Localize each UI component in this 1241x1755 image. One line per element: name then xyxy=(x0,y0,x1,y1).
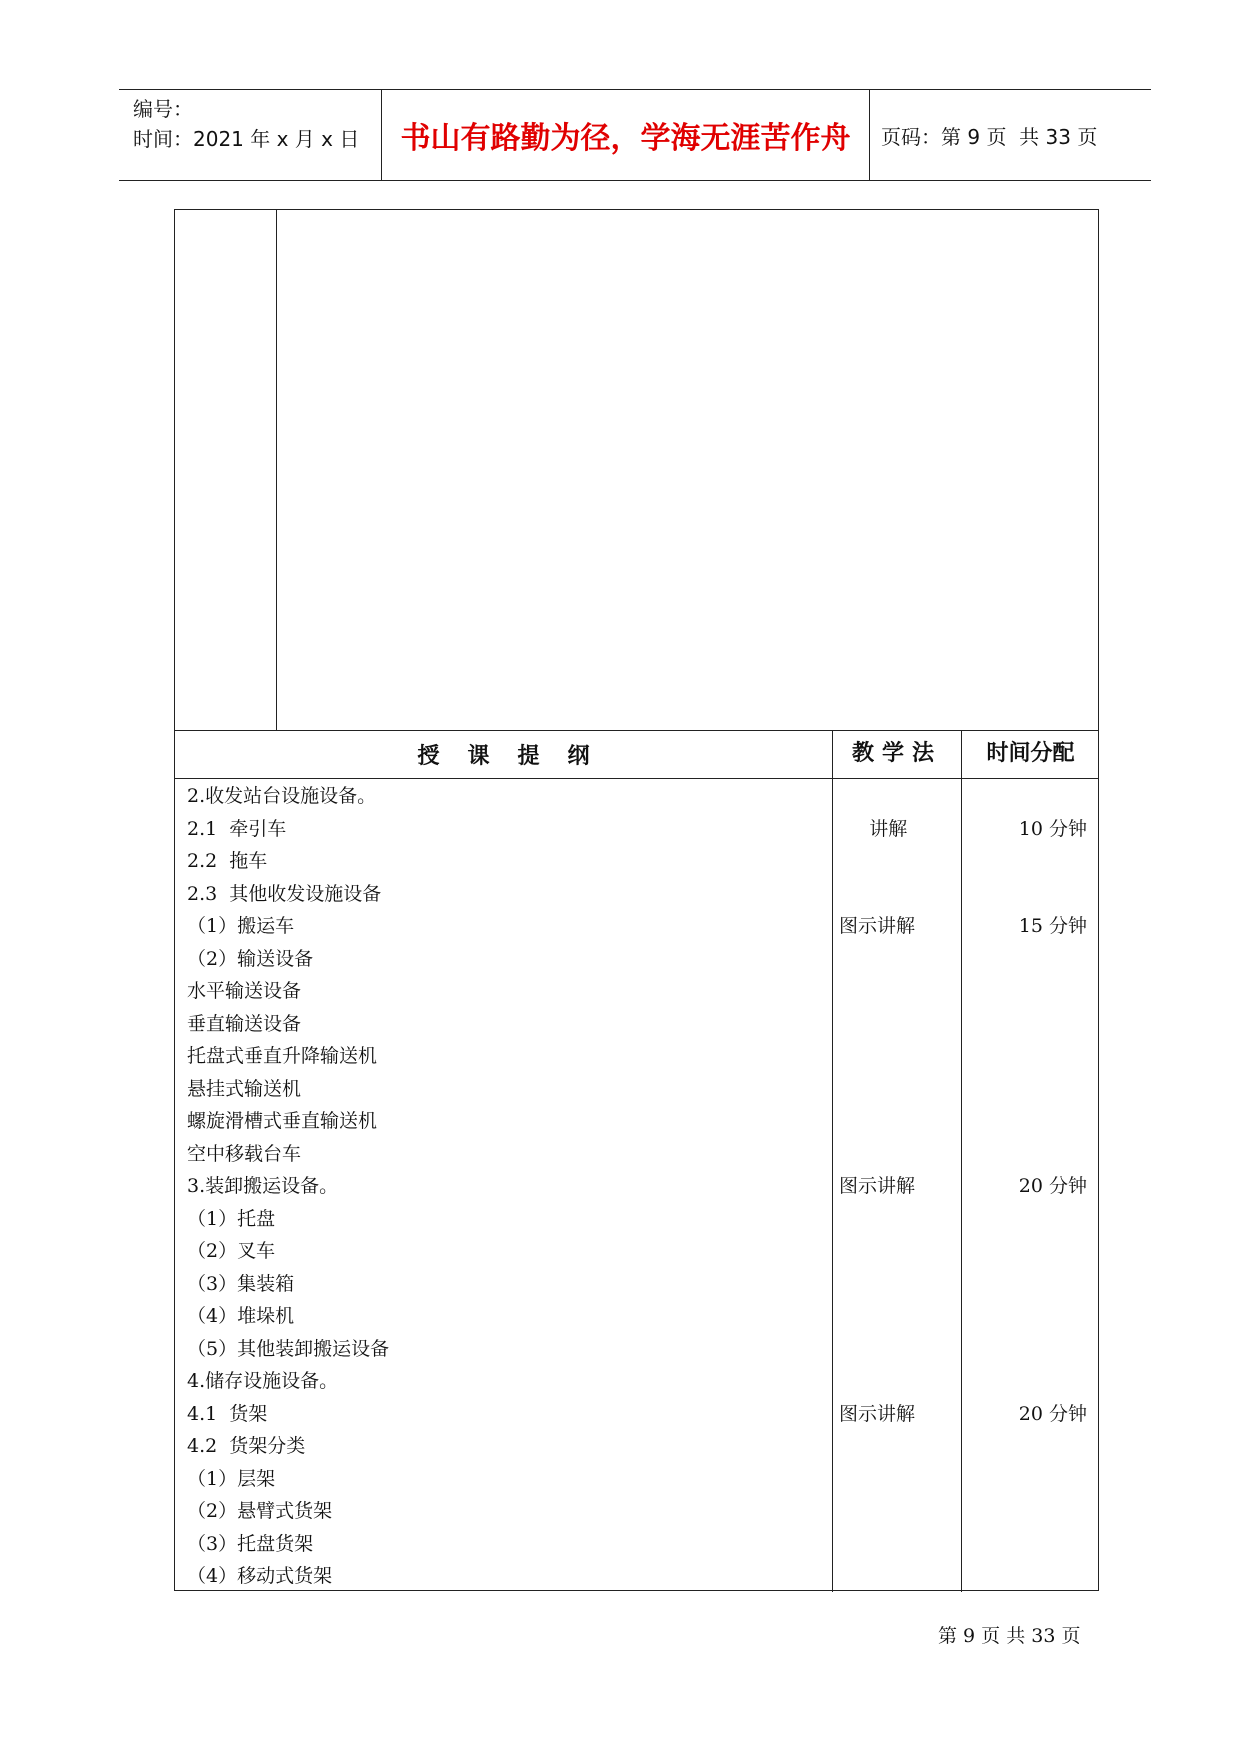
outline-item: （2）悬臂式货架 xyxy=(187,1500,333,1522)
table-row xyxy=(175,910,1098,943)
page-footer: 第 9 页 共 33 页 xyxy=(938,1625,1081,1647)
table-divider xyxy=(175,778,1098,779)
table-row xyxy=(175,1463,1098,1496)
table-row xyxy=(175,1235,1098,1268)
page-header xyxy=(119,89,1151,181)
table-row xyxy=(175,1203,1098,1236)
document-date: 时间：2021 年 x 月 x 日 xyxy=(133,127,360,151)
outline-item: 2.收发站台设施设备。 xyxy=(187,785,377,807)
outline-item: （3）托盘货架 xyxy=(187,1532,314,1555)
column-header-outline: 授课提纲 xyxy=(417,743,618,769)
outline-item: 空中移载台车 xyxy=(187,1142,302,1165)
table-row xyxy=(175,1170,1098,1203)
outline-item: （4）堆垛机 xyxy=(187,1305,295,1327)
method-cell: 讲解 xyxy=(833,817,908,840)
outline-item: 水平输送设备 xyxy=(187,980,302,1002)
table-row xyxy=(175,1528,1098,1561)
table-row xyxy=(175,1398,1098,1431)
time-cell: 10 分钟 xyxy=(1018,817,1087,840)
table-body xyxy=(175,780,1098,1593)
table-row xyxy=(175,845,1098,878)
method-cell: 图示讲解 xyxy=(833,1402,916,1425)
outline-item: （1）搬运车 xyxy=(187,915,295,937)
outline-item: 2.3 其他收发设施设备 xyxy=(187,882,382,905)
table-row xyxy=(175,878,1098,911)
outline-item: 2.1 牵引车 xyxy=(187,817,287,840)
table-row xyxy=(175,975,1098,1008)
lesson-table xyxy=(174,209,1099,1591)
outline-item: 4.1 货架 xyxy=(187,1402,268,1425)
method-cell: 图示讲解 xyxy=(833,1175,916,1197)
outline-item: 悬挂式输送机 xyxy=(187,1077,302,1100)
outline-item: （1）层架 xyxy=(187,1467,276,1490)
time-cell: 15 分钟 xyxy=(1018,915,1087,937)
outline-item: （5）其他装卸搬运设备 xyxy=(187,1337,390,1360)
outline-item: 4.储存设施设备。 xyxy=(187,1370,339,1392)
outline-item: （3）集装箱 xyxy=(187,1272,295,1295)
outline-item: 托盘式垂直升降输送机 xyxy=(187,1045,378,1067)
header-page-info xyxy=(881,90,1097,180)
outline-item: 3.装卸搬运设备。 xyxy=(187,1175,339,1197)
outline-item: 螺旋滑槽式垂直输送机 xyxy=(187,1110,378,1132)
table-row xyxy=(175,1008,1098,1041)
table-row xyxy=(175,1560,1098,1593)
header-page-text: 页码：第 9 页 共 33 页 xyxy=(881,124,1098,149)
table-row xyxy=(175,1138,1098,1171)
outline-item: （1）托盘 xyxy=(187,1207,276,1230)
time-cell: 20 分钟 xyxy=(1018,1402,1087,1425)
table-row xyxy=(175,1040,1098,1073)
outline-item: 4.2 货架分类 xyxy=(187,1435,306,1457)
table-row xyxy=(175,1365,1098,1398)
table-row xyxy=(175,780,1098,813)
time-cell: 20 分钟 xyxy=(1018,1175,1087,1197)
outline-item: 垂直输送设备 xyxy=(187,1012,302,1035)
column-header-time: 时间分配 xyxy=(986,739,1075,766)
outline-item: 2.2 拖车 xyxy=(187,850,268,872)
table-row xyxy=(175,943,1098,976)
table-row xyxy=(175,1073,1098,1106)
outline-item: （2）输送设备 xyxy=(187,947,314,970)
header-meta xyxy=(133,94,359,154)
outline-item: （4）移动式货架 xyxy=(187,1565,333,1587)
document-number-label: 编号： xyxy=(133,97,193,121)
table-row xyxy=(175,1333,1098,1366)
table-row xyxy=(175,1430,1098,1463)
method-cell: 图示讲解 xyxy=(833,915,916,937)
table-divider xyxy=(276,210,277,730)
table-row xyxy=(175,813,1098,846)
header-motto: 书山有路勤为径，学海无涯苦作舟 xyxy=(400,121,851,156)
table-row xyxy=(175,1495,1098,1528)
header-divider xyxy=(869,90,870,180)
table-row xyxy=(175,1105,1098,1138)
column-header-method: 教学法 xyxy=(851,739,942,766)
table-row xyxy=(175,1300,1098,1333)
outline-item: （2）叉车 xyxy=(187,1240,276,1262)
table-row xyxy=(175,1268,1098,1301)
